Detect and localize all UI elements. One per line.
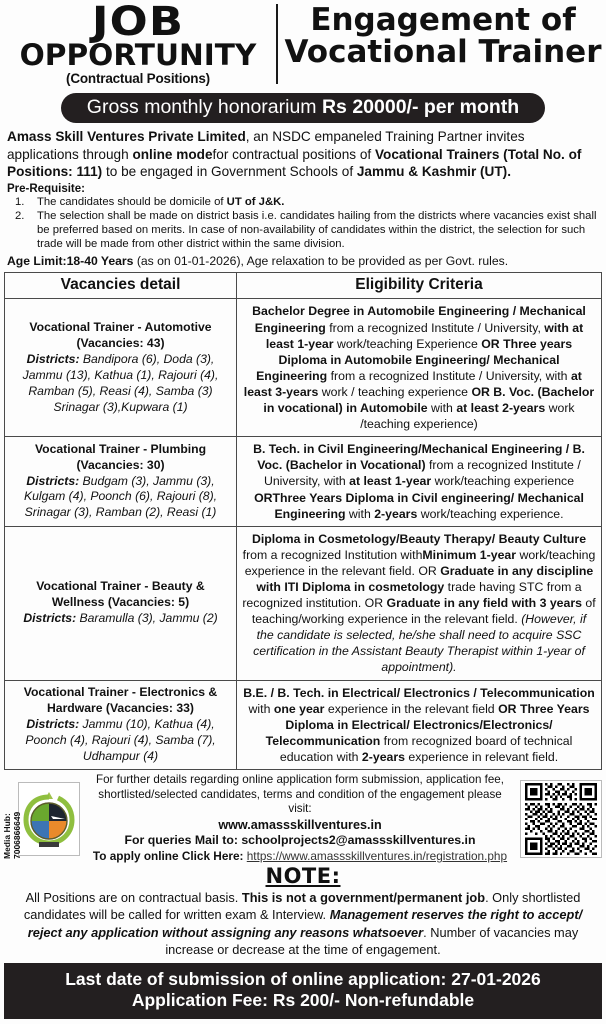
eligibility-cell: B. Tech. in Civil Engineering/Mechanical Engineering / B. Voc. (Bachelor in Vocational) from a recognized Institute / University, with at least 1-year work/teaching experience ORThree Years Diploma in Civil engineering/ Mechanical Engineering with 2-years work/teaching experience. <box>237 437 602 526</box>
trade-vacancy-count: Hardware (Vacancies: 33) <box>46 700 194 715</box>
prerequisite-text-a: The candidates should be domicile of <box>37 195 227 208</box>
engagement-line-2: Vocational Trainer <box>284 34 602 71</box>
registration-url[interactable]: https://www.amassskillventures.in/registration.php <box>246 849 508 864</box>
apply-online-line[interactable] <box>86 849 514 864</box>
intro-section <box>4 123 602 268</box>
eligibility-cell: Diploma in Cosmetology/Beauty Therapy/ Beauty Culture from a recognized Institution withMinimum 1-year work/teaching experience in the relevant field. OR Graduate in any discipline with ITI Diploma in cosmetology trade having STC from a recognized institution. OR Graduate in any field with 3 years of teaching/working experience in the relevant field. (However, if the candidate is selected, he/she shall need to acquire SSC certification in the Assistant Beauty Therapist within 1-year of appointment). <box>237 526 602 680</box>
age-limit-line <box>7 254 599 268</box>
districts-values: Budgam (3), Jammu (3), Kulgam (4), Poonch (6), Rajouri (8), Srinagar (3), Ramban (2), Reasi (1) <box>23 473 218 520</box>
qr-code-icon <box>525 783 597 855</box>
trade-title: Vocational Trainer - Automotive <box>29 320 212 335</box>
prerequisite-item <box>7 209 599 252</box>
intro-paragraph <box>7 128 599 180</box>
vacancy-table-head <box>5 273 602 299</box>
apply-label: To apply online Click Here: <box>92 849 247 864</box>
deadline-bar <box>4 963 602 1020</box>
districts-line <box>10 352 231 415</box>
prerequisite-item <box>7 195 599 209</box>
districts-values: Bandipora (6), Doda (3), Jammu (13), Kathua (1), Rajouri (4), Ramban (5), Reasi (4), Samba (3) Srinagar (3),Kupwara (1) <box>22 352 219 414</box>
table-header-row <box>5 273 602 299</box>
prerequisite-text: The selection shall be made on district basis i.e. candidates hailing from the districts where vacancies exist shall be preferred based on merits. In case of non-availability of candidates within the district, the selection for such trade will be made from other district within the same division. <box>37 209 597 251</box>
age-limit-detail: (as on 01-01-2026), Age relaxation to be provided as per Govt. rules. <box>133 254 509 269</box>
note-text-c: . Number of vacancies may increase or decrease at the time of engagement. <box>165 924 579 957</box>
honorarium-banner <box>61 93 545 123</box>
districts-label: Districts: <box>26 716 80 731</box>
districts-line <box>10 611 231 627</box>
honorarium-prefix: Gross monthly honorarium <box>86 96 322 118</box>
table-row <box>5 437 602 526</box>
trade-vacancy-count: (Vacancies: 43) <box>76 336 165 351</box>
media-hub-label: Media Hub: 7006866649 <box>2 811 22 860</box>
total-positions-label: Vocational Trainers (Total No. of Positions: 111) <box>7 146 582 180</box>
districts-label: Districts: <box>26 352 80 366</box>
masthead-right <box>284 2 602 71</box>
prerequisite-heading: Pre-Requisite: <box>7 182 85 195</box>
districts-label: Districts: <box>23 611 77 626</box>
website-link[interactable]: www.amassskillventures.in <box>218 817 382 832</box>
engagement-line-1: Engagement of <box>310 2 576 38</box>
col-header-eligibility: Eligibility Criteria <box>237 273 602 299</box>
districts-values: Jammu (10), Kathua (4), Poonch (4), Rajouri (4), Samba (7), Udhampur (4) <box>25 716 216 763</box>
vacancy-detail-cell <box>5 437 237 526</box>
vacancy-detail-cell <box>5 526 237 680</box>
eligibility-cell: Bachelor Degree in Automobile Engineering / Mechanical Engineering from a recognized Institute / University, with at least 1-year work/teaching Experience OR Three years Diploma in Automobile Engineering/ Mechanical Engineering from a recognized Institute / University, with at least 3-years work / teaching experience OR B. Voc. (Bachelor in vocational) in Automobile with at least 2-years work /teaching experience) <box>237 299 602 437</box>
intro-text-a: , an NSDC empaneled Training Partner invites applications through <box>7 129 525 162</box>
last-date-label: Last date of submission of online application: 27-01-2026 <box>65 968 541 989</box>
note-heading: NOTE: <box>265 864 341 889</box>
honorarium-banner-wrap <box>4 93 602 123</box>
table-row <box>5 526 602 680</box>
masthead <box>4 0 602 92</box>
trade-title: Vocational Trainer - Electronics & <box>23 685 218 700</box>
districts-line <box>10 717 231 765</box>
organization-logo <box>18 782 80 856</box>
contact-instruction: For further details regarding online application form submission, application fee, shortlisted/selected candidates, terms and condition of the engagement please visit: <box>96 773 504 816</box>
note-italic-rights: Management reserves the right to accept/ reject any application without assigning any reasons whatsoever <box>27 907 583 940</box>
emblem-icon <box>21 786 77 852</box>
trade-vacancy-count: Wellness (Vacancies: 5) <box>51 595 190 610</box>
honorarium-amount: Rs 20000/- per month <box>321 96 520 118</box>
prerequisite-number: 1. <box>15 195 25 208</box>
company-name: Amass Skill Ventures Private Limited <box>7 129 246 145</box>
age-limit-label: Age Limit:18-40 Years <box>7 254 134 269</box>
prerequisite-bold: UT of J&K. <box>226 195 285 208</box>
contact-details <box>80 773 520 864</box>
qr-code[interactable] <box>520 780 602 858</box>
contractual-positions-label: (Contractual Positions) <box>66 71 210 87</box>
note-text-b: . Only shortlisted candidates will be called for written exam & Interview. <box>23 890 581 923</box>
email-line[interactable]: For queries Mail to: schoolprojects2@amassskillventures.in <box>124 833 476 848</box>
districts-line <box>10 474 231 522</box>
trade-title: Vocational Trainer - Beauty & <box>36 579 205 594</box>
online-mode-label: online mode <box>132 146 213 162</box>
region-label: Jammu & Kashmir (UT). <box>356 164 511 180</box>
job-title-word: JOB <box>91 0 185 45</box>
prerequisite-number: 2. <box>15 209 25 222</box>
intro-text-c: to be engaged in Government Schools of <box>102 164 357 180</box>
eligibility-cell: B.E. / B. Tech. in Electrical/ Electronics / Telecommunication with one year experience in the relevant field OR Three Years Diploma in Electrical/ Electronics/Electronics/ Telecommunication from recognized board of technical education with 2-years experience in relevant field. <box>237 680 602 769</box>
intro-text-b: for contractual positions of <box>212 146 375 162</box>
col-header-vacancies: Vacancies detail <box>5 273 237 299</box>
trade-title: Vocational Trainer - Plumbing <box>34 441 207 456</box>
note-bold-warning: This is not a government/permanent job <box>241 890 486 906</box>
vacancy-table-body <box>5 299 602 770</box>
prerequisite-text <box>37 195 599 209</box>
table-row <box>5 680 602 769</box>
districts-label: Districts: <box>26 473 80 488</box>
vacancy-detail-cell <box>5 680 237 769</box>
vacancy-detail-cell <box>5 299 237 437</box>
opportunity-word: OPPORTUNITY <box>19 37 257 72</box>
vacancy-table <box>4 272 602 770</box>
contact-section <box>4 773 602 864</box>
districts-values: Baramulla (3), Jammu (2) <box>76 611 218 626</box>
trade-vacancy-count: (Vacancies: 30) <box>76 457 165 472</box>
note-text-a: All Positions are on contractual basis. <box>25 890 242 906</box>
note-body <box>4 888 602 957</box>
table-row <box>5 299 602 437</box>
application-fee-label: Application Fee: Rs 200/- Non-refundable <box>131 989 475 1010</box>
masthead-left <box>4 2 272 86</box>
